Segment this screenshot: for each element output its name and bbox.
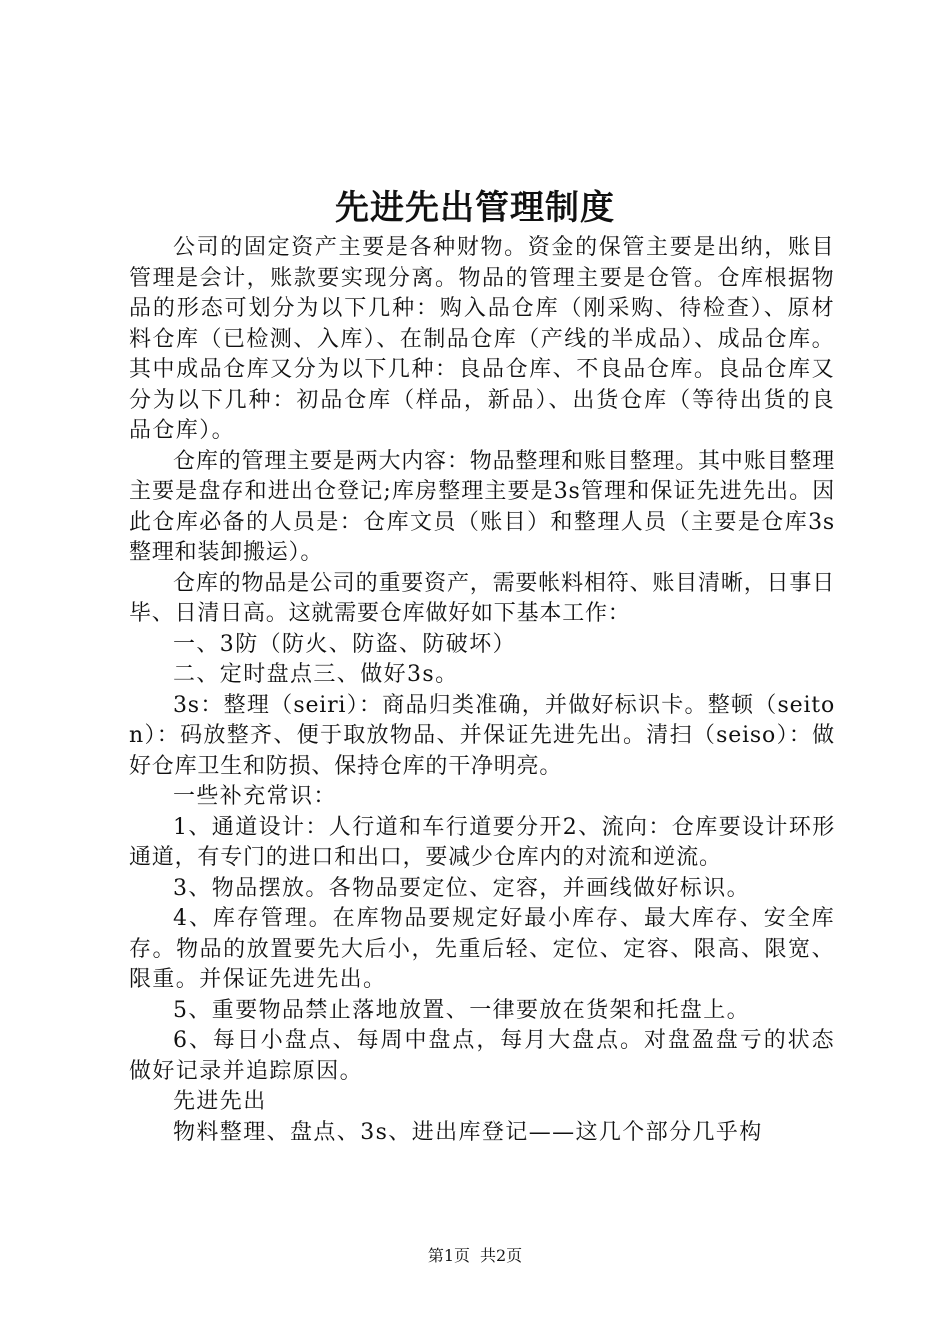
list-item-stock-management: 4、库存管理。在库物品要规定好最小库存、最大库存、安全库存。物品的放置要先大后小，先重后轻、定位、定容、限高、限宽、限重。并保证先进先出。	[129, 906, 835, 992]
paragraph-management: 仓库的管理主要是两大内容：物品整理和账目整理。其中账目整理主要是盘存和进出仓登记;库房整理主要是3s管理和保证先进先出。因此仓库必备的人员是：仓库文员（账目）和整理人员（主要是仓库3s整理和装卸搬运）。	[129, 448, 835, 565]
section-heading-fifo: 先进先出	[173, 1089, 267, 1114]
list-item-no-floor-storage: 5、重要物品禁止落地放置、一律要放在货架和托盘上。	[173, 997, 750, 1023]
paragraph-basic-work: 仓库的物品是公司的重要资产，需要帐料相符、账目清晰，日事日毕、日清日高。这就需要仓库做好如下基本工作：	[129, 570, 835, 626]
page-total: 共2页	[480, 1246, 523, 1265]
paragraph-intro: 公司的固定资产主要是各种财物。资金的保管主要是出纳，账目管理是会计，账款要实现分离。物品的管理主要是仓管。仓库根据物品的形态可划分为以下几种：购入品仓库（刚采购、待检查）、原材料仓库（已检测、入库）、在制品仓库（产线的半成品）、成品仓库。其中成品仓库又分为以下几种：良品仓库、不良品仓库。良品仓库又分为以下几种：初品仓库（样品，新品）、出货仓库（等待出货的良品仓库）。	[129, 235, 835, 443]
list-item-aisle-design: 1、通道设计：人行道和车行道要分开2、流向：仓库要设计环形通道，有专门的进口和出口，要减少仓库内的对流和逆流。	[129, 814, 835, 870]
page-footer	[0, 1245, 950, 1267]
paragraph-3s-definition: 3s：整理（seiri）：商品归类准确，并做好标识卡。整顿（seiton）：码放整齐、便于取放物品、并保证先进先出。清扫（seiso）：做好仓库卫生和防损、保持仓库的干净明亮。	[129, 692, 835, 779]
list-item-inventory-3s: 二、定时盘点三、做好3s。	[173, 662, 459, 687]
document-title: 先进先出管理制度	[335, 188, 615, 228]
list-item-placement: 3、物品摆放。各物品要定位、定容，并画线做好标识。	[173, 875, 750, 901]
paragraph-supplement-heading: 一些补充常识：	[173, 784, 337, 809]
document-body	[129, 233, 835, 1148]
list-item-fire-prevention: 一、3防（防火、防盗、防破坏）	[173, 631, 516, 657]
paragraph-fifo-intro: 物料整理、盘点、3s、进出库登记——这几个部分几乎构	[173, 1119, 763, 1145]
page-number: 第1页	[427, 1246, 470, 1265]
list-item-stocktaking: 6、每日小盘点、每周中盘点，每月大盘点。对盘盈盘亏的状态做好记录并追踪原因。	[129, 1028, 835, 1084]
